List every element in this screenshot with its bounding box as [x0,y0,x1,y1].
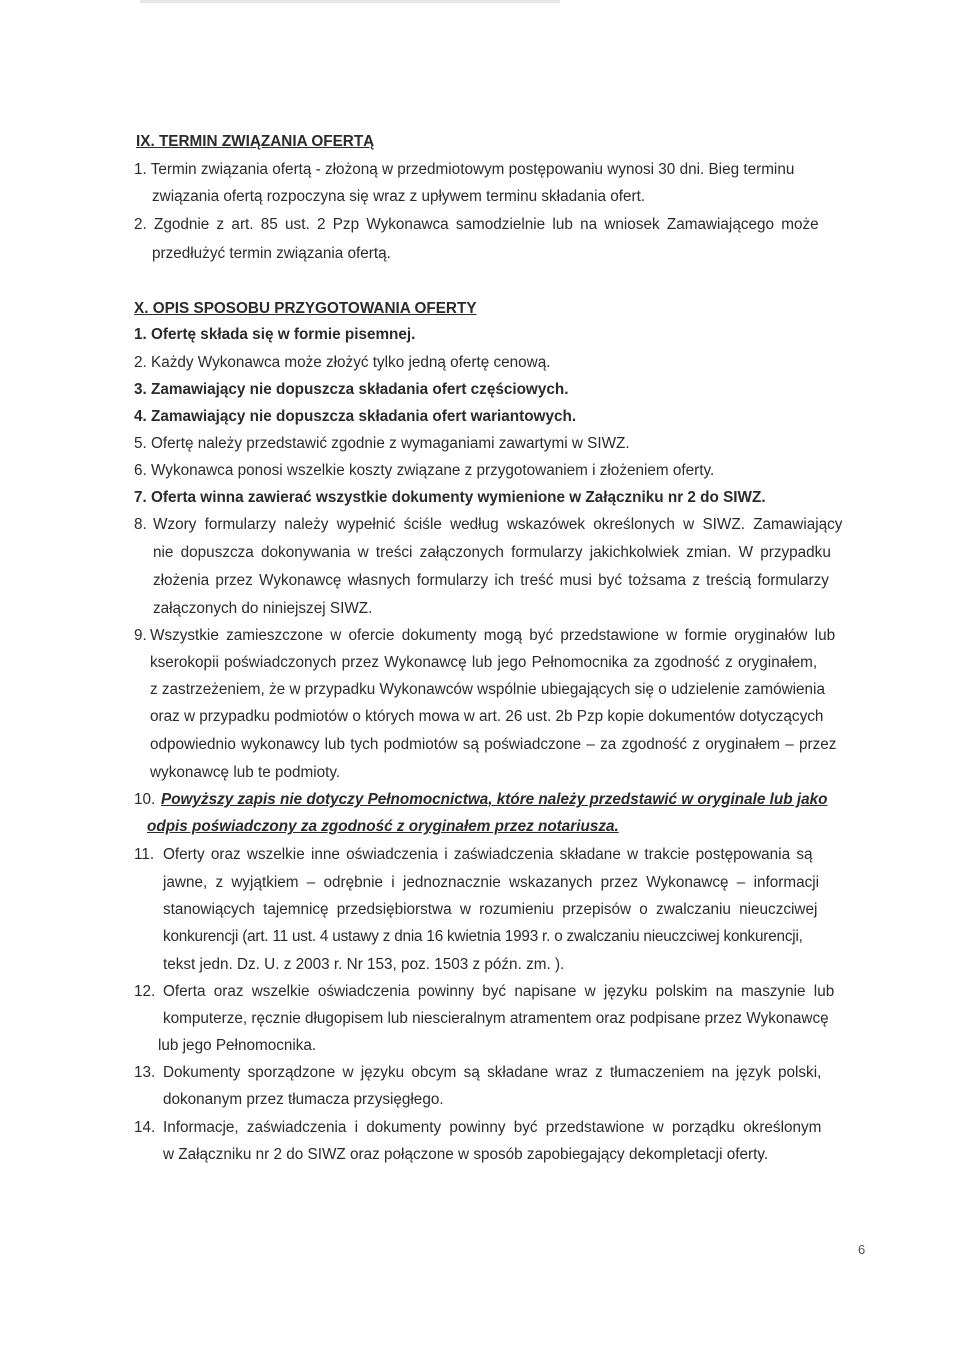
x-item-10-line-1: Powyższy zapis nie dotyczy Pełnomocnictwa, które należy przedstawić w oryginale lub jako [161,791,828,808]
ix-item-2-line-2: przedłużyć termin związania ofertą. [152,245,391,262]
x-item-9-line-3: z zastrzeżeniem, że w przypadku Wykonawców wspólnie ubiegających się o udzielenie zamówienia [150,681,825,698]
x-item-11-line-2: jawne, z wyjątkiem – odrębnie i jednoznacznie wskazanych przez Wykonawcę – informacji [163,874,820,891]
x-item-10-number: 10. [134,791,156,808]
x-item-14-line-1: Informacje, zaświadczenia i dokumenty powinny być przedstawione w porządku określonym [163,1119,822,1136]
x-item-14-number: 14. [134,1119,156,1136]
x-item-9-line-5: odpowiednio wykonawcy lub tych podmiotów są poświadczone – za zgodność z oryginałem – przez [150,736,837,753]
x-item-3: 3. Zamawiający nie dopuszcza składania ofert częściowych. [134,381,569,398]
x-item-9-line-6: wykonawcę lub te podmioty. [150,764,341,781]
x-item-11-line-1: Oferty oraz wszelkie inne oświadczenia i zaświadczenia składane w trakcie postępowania są [163,846,813,863]
x-item-8-line-3: złożenia przez Wykonawcę własnych formularzy ich treść musi być tożsama z treścią formularzy [153,572,829,589]
x-item-6: 6. Wykonawca ponosi wszelkie koszty związane z przygotowaniem i złożeniem oferty. [134,462,715,479]
x-item-8-line-4: załączonych do niniejszej SIWZ. [153,600,373,617]
x-item-11-line-3: stanowiących tajemnicę przedsiębiorstwa w rozumieniu przepisów o zwalczaniu nieuczciwej [163,901,818,918]
page-number: 6 [858,1242,866,1257]
x-item-13-line-2: dokonanym przez tłumacza przysięgłego. [163,1091,444,1108]
x-item-5: 5. Ofertę należy przedstawić zgodnie z wymaganiami zawartymi w SIWZ. [134,435,630,452]
x-item-4: 4. Zamawiający nie dopuszcza składania ofert wariantowych. [134,408,577,425]
section-ix-heading: IX. TERMIN ZWIĄZANIA OFERTĄ [136,133,375,150]
ix-item-2-line-1: 2. Zgodnie z art. 85 ust. 2 Pzp Wykonawca samodzielnie lub na wniosek Zamawiającego może [134,216,819,233]
x-item-10-line-2: odpis poświadczony za zgodność z oryginałem przez notariusza. [147,818,619,835]
x-item-9-number: 9. [134,627,147,644]
section-x-heading: X. OPIS SPOSOBU PRZYGOTOWANIA OFERTY [134,300,477,317]
x-item-12-number: 12. [134,983,156,1000]
x-item-11-number: 11. [134,846,155,863]
scan-edge [140,0,560,3]
x-item-13-line-1: Dokumenty sporządzone w języku obcym są składane wraz z tłumaczeniem na język polski, [163,1064,822,1081]
x-item-7: 7. Oferta winna zawierać wszystkie dokumenty wymienione w Załączniku nr 2 do SIWZ. [134,489,766,506]
x-item-2: 2. Każdy Wykonawca może złożyć tylko jedną ofertę cenową. [134,354,551,371]
x-item-8-line-1: Wzory formularzy należy wypełnić ściśle według wskazówek określonych w SIWZ. Zamawiający [153,516,843,533]
x-item-12-line-1: Oferta oraz wszelkie oświadczenia powinny być napisane w języku polskim na maszynie lub [163,983,835,1000]
x-item-8-number: 8. [134,516,147,533]
x-item-14-line-2: w Załączniku nr 2 do SIWZ oraz połączone w sposób zapobiegający dekompletacji oferty. [163,1146,769,1163]
x-item-13-number: 13. [134,1064,156,1081]
ix-item-1-line-1: 1. Termin związania ofertą - złożoną w przedmiotowym postępowaniu wynosi 30 dni. Bieg terminu [134,161,795,178]
x-item-9-line-1: Wszystkie zamieszczone w ofercie dokumenty mogą być przedstawione w formie oryginałów lub [150,627,836,644]
x-item-11-line-5: tekst jedn. Dz. U. z 2003 r. Nr 153, poz. 1503 z późn. zm. ). [163,956,565,973]
x-item-9-line-2: kserokopii poświadczonych przez Wykonawcę lub jego Pełnomocnika za zgodność z oryginałem, [150,654,818,671]
x-item-12-line-3: lub jego Pełnomocnika. [158,1037,317,1054]
ix-item-1-line-2: związania ofertą rozpoczyna się wraz z upływem terminu składania ofert. [152,188,646,205]
x-item-8-line-2: nie dopuszcza dokonywania w treści załączonych formularzy jakichkolwiek zmian. W przypadku [153,544,831,561]
x-item-1: 1. Ofertę składa się w formie pisemnej. [134,326,416,343]
x-item-12-line-2: komputerze, ręcznie długopisem lub niescieralnym atramentem oraz podpisane przez Wykonawcę [163,1010,829,1027]
x-item-11-line-4: konkurencji (art. 11 ust. 4 ustawy z dnia 16 kwietnia 1993 r. o zwalczaniu nieuczciwej konkurencji, [163,928,803,945]
x-item-9-line-4: oraz w przypadku podmiotów o których mowa w art. 26 ust. 2b Pzp kopie dokumentów dotyczących [150,708,824,725]
